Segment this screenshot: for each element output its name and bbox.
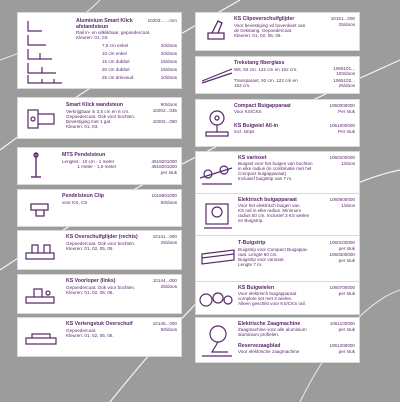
product-card-trekstang-fiberglass — [196, 57, 359, 93]
variant-label: 15 cm dubbel — [102, 59, 130, 64]
product-card-elektrische-zaagmachine — [196, 318, 359, 362]
product-desc-line: Bevestiging met 1 gat. — [66, 119, 112, 124]
variant-label: 25 cm drievoud — [102, 75, 134, 80]
product-title: MTS Pendelsteun — [62, 152, 106, 158]
product-title: Trekstang fiberglass — [234, 60, 285, 66]
product-code: per stuk — [338, 349, 355, 354]
buigstrip-image — [200, 244, 236, 270]
product-code: 1061200000 — [329, 343, 355, 348]
product-code: 50/doos — [160, 200, 177, 205]
product-desc-line: Gepoedercoat. — [66, 328, 97, 333]
product-desc-line: Gepoedercoat. Ook voor bochten. — [66, 241, 136, 246]
variant-qty: 20/doos — [160, 51, 177, 56]
product-code: 10202...060 — [152, 119, 177, 124]
product-code: 1/doos — [341, 203, 355, 208]
product-code: 100/doos — [336, 71, 355, 76]
clip-image — [28, 196, 54, 220]
product-code: 10202...035 — [152, 108, 177, 113]
product-desc-line: de trekstang. Gepoedercoat. — [234, 28, 293, 33]
product-desc-line: Voor KS/CKS — [234, 109, 262, 114]
product-desc-line: Buigstrip voor varioset. — [238, 257, 285, 262]
product-desc-line: Inclusief buigstrip van 7 m. — [238, 176, 293, 181]
product-title: Reservezaagblad — [238, 343, 281, 349]
product-title: KS Verlengstuk Overschuif — [66, 321, 133, 327]
product-desc-line: voor KS, CS — [62, 200, 88, 205]
product-desc-line: Lengte 7 m. — [238, 262, 263, 267]
product-card-smart-klick-afstandsteun — [18, 13, 181, 88]
product-desc-line: Gepoedercoat. Ook voor bochten. — [66, 114, 136, 119]
product-title: KS Overschuifglijder (rechts) — [66, 234, 138, 240]
product-code: 1060100000 — [329, 240, 355, 245]
product-card-ks-varioset — [196, 152, 359, 194]
product-code: 25/doos — [160, 284, 177, 289]
product-code: per stuk — [338, 291, 355, 296]
product-ref: 10203... ...mm — [147, 18, 177, 23]
product-desc-line: Buigstrip voor Compact Buigappa- — [238, 247, 308, 252]
wandsteun-image — [24, 104, 64, 134]
product-desc-line: Voor elektrisch buigapparaat — [238, 291, 297, 296]
variant-qty: 15/doos — [160, 59, 177, 64]
clipoverschuifglijder-image — [204, 17, 230, 45]
product-desc-line: Voor elektrische zaagmachine — [238, 349, 300, 354]
product-title: Pendelsteun Clip — [62, 193, 105, 199]
product-code: 1050000000 — [329, 103, 355, 108]
variant-qty: 15/doos — [160, 67, 177, 72]
varioset-image — [198, 158, 236, 188]
product-card-elektrisch-buigapparaat — [196, 194, 359, 236]
product-desc-line: Transparant, 92 cm. 122 cm en — [234, 78, 298, 83]
product-desc-line: incl. strips — [234, 129, 255, 134]
buigapparaat-image — [200, 106, 234, 140]
product-title: Elektrisch buigapparaat — [238, 197, 297, 203]
product-desc-line: 1 meter - 1,5 meter — [62, 164, 117, 169]
product-desc-line: en Buigstrip. — [238, 218, 264, 223]
product-desc-line: KS rail in elke radius. Minimum — [238, 208, 302, 213]
product-code: 25/doos — [160, 240, 177, 245]
product-desc-line: Buigset voor het buigen van bochten — [238, 161, 313, 166]
product-desc-line: Kleuren: 01, 03. — [76, 35, 109, 40]
product-code: 1060700000 — [329, 285, 355, 290]
variant-label: 20 cm dubbel — [102, 67, 130, 72]
product-desc-line: Verkrijgbaar in 3,5 cm en 6 cm. — [66, 109, 130, 114]
product-desc-line: 152 cm. — [234, 83, 251, 88]
product-card-smart-klick-wandsteun — [18, 98, 181, 138]
product-desc-line: Kleuren: 01, 03. — [66, 124, 99, 129]
variant-qty: 20/doos — [160, 43, 177, 48]
product-code: 10151...000 — [330, 16, 355, 21]
product-card-t-buigstrip — [196, 236, 359, 282]
product-desc-line: Zaagmachine voor alle aluminium — [238, 327, 307, 332]
product-code: 4518201000 — [151, 159, 177, 164]
overschuifglijder-image — [24, 239, 60, 263]
product-title: T-Buigstrip — [238, 240, 266, 246]
product-code: per stuk — [338, 258, 355, 263]
buigwielen-image — [198, 286, 234, 310]
product-desc-line: Wit, 92 cm. 122 cm en 152 cm. — [234, 67, 298, 72]
product-title: KS varioset — [238, 155, 267, 161]
product-card-ks-buigwielen — [196, 282, 359, 314]
product-code: 1065102... — [333, 78, 355, 83]
product-card-ks-clipoverschuifglijder — [196, 13, 359, 50]
product-code: 1065101... — [333, 66, 355, 71]
verlengstuk-image — [24, 326, 60, 350]
product-card-mts-pendelsteun — [18, 148, 181, 184]
product-code: 10141...000 — [152, 234, 177, 239]
product-code: 1061100000 — [329, 321, 355, 326]
product-desc-line: raat. Lengte 60 cm. — [238, 252, 278, 257]
product-title: KS Clipoverschuifglijder — [234, 16, 295, 22]
product-code: 4518201500 — [151, 164, 177, 169]
product-title: Elektrische Zaagmachine — [238, 321, 301, 327]
product-code: 10144...000 — [152, 278, 177, 283]
afstandsteun-image — [22, 17, 72, 85]
voorloper-image — [24, 283, 60, 307]
product-code: 50/doos — [160, 327, 177, 332]
product-code: per stuk — [338, 246, 355, 251]
product-desc-line: Kleuren: 01, 02, 05, 06. — [234, 33, 282, 38]
product-desc-line: Alleen geschikt voor KS/CKS rail. — [238, 301, 306, 306]
product-title: Smart Klick wandsteun — [66, 102, 124, 108]
product-title: KS Buigwielen — [238, 285, 275, 291]
product-desc-line: Kleuren: 01, 02, 05, 06. — [66, 246, 114, 251]
product-code: 25/doos — [338, 22, 355, 27]
product-title: Compact Buigapparaat — [234, 103, 291, 109]
product-code: 25/doos — [338, 83, 355, 88]
product-desc-line: Lengtes: 10 cm - 1 meter — [62, 159, 115, 164]
product-desc-line: Kleuren: 01, 02, 05, 06. — [66, 333, 114, 338]
product-code: per stuk — [160, 170, 177, 175]
product-card-ks-verlengstuk-overschuif — [18, 318, 181, 356]
product-code: 10145...000 — [152, 321, 177, 326]
product-code: per stuk — [338, 327, 355, 332]
product-desc-line: Gepoedercoat. Ook voor bochten. — [66, 285, 136, 290]
product-code: 1016901000 — [151, 193, 177, 198]
product-code: 1060300000 — [329, 252, 355, 257]
product-code: 90/doos — [160, 102, 177, 107]
product-title: KS Buigwiel All-in — [234, 123, 279, 129]
product-desc-line: Rail in- en uitklikbaar, gepoedercoat. — [76, 30, 151, 35]
product-card-pendelsteun-clip — [18, 190, 181, 226]
product-code: 1060500000 — [329, 197, 355, 202]
product-card-ks-voorloper — [18, 275, 181, 313]
product-desc-line: in elke radius (in combinatie met het — [238, 166, 312, 171]
product-code: 1051000000 — [329, 123, 355, 128]
product-desc-line: radius 50 cm. Inclusief 3 KS wielen — [238, 213, 310, 218]
product-code: 1/doos — [341, 161, 355, 166]
product-desc-line: Compact buigapparaat). — [238, 171, 288, 176]
variant-label: 10 cm enkel — [102, 51, 127, 56]
product-desc-line: Voor het elektrisch buigen van — [238, 203, 300, 208]
product-desc-line: aluminium profielen. — [238, 332, 280, 337]
product-desc-line: Voor bevestiging vd bovenkant van — [234, 23, 306, 28]
product-card-ks-overschuifglijder — [18, 231, 181, 269]
product-title: KS Voorloper (links) — [66, 278, 116, 284]
variant-label: 7,5 cm enkel — [102, 43, 129, 48]
variant-qty: 10/doos — [160, 75, 177, 80]
product-code: Per stuk — [338, 109, 355, 114]
elektrisch-buigapparaat-image — [200, 198, 236, 232]
trekstang-image — [200, 65, 234, 85]
product-code: Per stuk — [338, 129, 355, 134]
product-desc-line: Kleuren: 01, 02, 05, 06. — [66, 290, 114, 295]
product-desc-line: complete set met 3 wielen. — [238, 296, 293, 301]
product-title: Aluminium Smart Klick afstandsteun — [76, 18, 133, 30]
zaagmachine-image — [198, 322, 236, 360]
product-code: 1060200000 — [329, 155, 355, 160]
product-card-compact-buigapparaat — [196, 100, 359, 146]
pendelsteun-image — [26, 151, 46, 181]
